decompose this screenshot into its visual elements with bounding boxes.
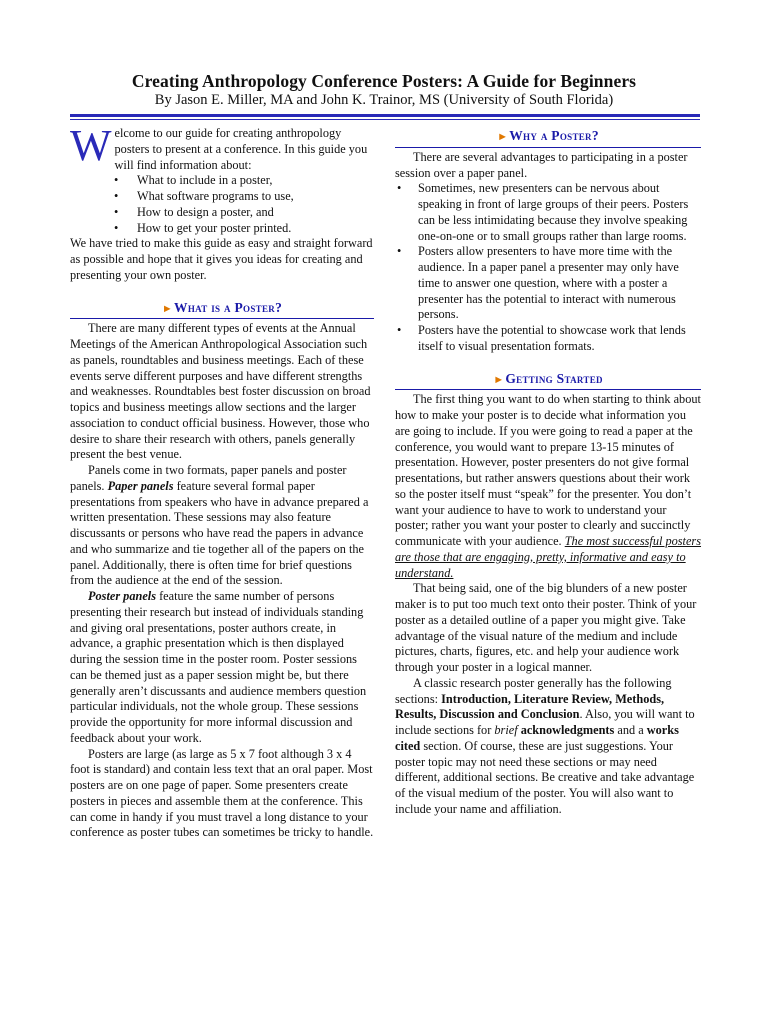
- intro-section: [70, 121, 374, 173]
- paragraph: There are many different types of events at the Annual Meetings of the American Anthropological Association such as panels, roundtables and business meetings. Each of these events serve different purposes and have different strengths and weaknesses. Roundtables best foster discussion on broad topics and business meetings allow sections and the larger association to conduct official business. However, those who desire to share their research with others, panels generally present the best venue.: [70, 321, 371, 462]
- paragraph: [70, 589, 374, 747]
- section-heading-what-is-a-poster: [70, 300, 374, 320]
- document-title: Creating Anthropology Conference Posters: A Guide for Beginners: [131, 71, 637, 91]
- term-paper-panels: Paper panels: [107, 478, 174, 493]
- paragraph: Posters are large (as large as 5 x 7 foot although 3 x 4 foot is standard) and contain less text that an oral paper. Most posters are on one page of paper. Some presenters create posters in pieces and assemble them at the conference. This can come in handy if you must travel a long distance to your conference as poster tubes can sometimes be tricky to handle.: [70, 746, 374, 840]
- arrow-icon: ►: [161, 302, 174, 315]
- header-divider-thin: [70, 119, 700, 120]
- section-heading-text: Why a Poster?: [509, 128, 599, 143]
- text-run: Panels come in two formats, paper panels and poster panels.: [70, 463, 347, 493]
- intro-bullet: • What software programs to use,: [70, 189, 374, 205]
- arrow-icon: ►: [497, 131, 509, 143]
- section-heading-text: What is a Poster?: [174, 299, 283, 315]
- section-heading-getting-started: [395, 371, 701, 391]
- paragraph: [70, 463, 374, 589]
- intro-bullet-list: [70, 173, 374, 236]
- emphasis-brief: brief: [494, 723, 518, 737]
- intro-bullet: • How to get your poster printed.: [70, 221, 374, 237]
- term-poster-panels: Poster panels: [88, 589, 156, 603]
- document-byline: By Jason E. Miller, MA and John K. Trainor, MS (University of South Florida): [154, 92, 614, 108]
- right-column: [395, 128, 701, 818]
- left-column: [70, 121, 374, 841]
- paragraph: There are several advantages to participating in a poster session over a paper panel.: [395, 149, 688, 180]
- text-run: . Also, you will want to include sections for: [395, 707, 695, 737]
- text-run: A classic research poster generally has the following sections:: [395, 675, 672, 706]
- term-works-cited: works cited: [395, 723, 679, 753]
- text-run: The first thing you want to do when starting to think about how to make your poster is to decide what information you are going to include. If you were going to read a paper at the conference, you would want to prepare 13-15 minutes of presentation. However, poster presenters do not give formal presentations, but rather answers questions about their work so the poster itself must “speak” for the presenter. You don’t want your audience to have to work to understand your poster; rather you want your poster to clearly and succinctly communicate with your audience.: [395, 392, 701, 548]
- intro-bullet: • How to design a poster, and: [70, 205, 374, 221]
- paragraph: [395, 392, 701, 581]
- section-heading-why-a-poster: [395, 128, 701, 148]
- term-acknowledgments: acknowledgments: [520, 723, 615, 737]
- section-heading-text: Getting Started: [505, 370, 603, 386]
- text-run: and a: [617, 723, 644, 737]
- paragraph: That being said, one of the big blunders of a new poster maker is to put too much text onto their poster. Think of your poster as a detailed outline of a paper you might give. Take advantage of the visual nature of the medium and include pictures, charts, figures, etc. and help your audience work through your poster in a logical manner.: [395, 581, 697, 674]
- advantages-list: [395, 181, 701, 354]
- text-run: feature several formal paper presentations from speakers who have in advance prepared a written presentation. These sessions may also feature discussants or persons who have read the papers in advance and who summarize and tie together all of the papers on the panel. Additionally, there is often time for brief questions from the audience at the end of the session.: [70, 478, 369, 588]
- emphasis-text: The most successful posters are those that are engaging, pretty, informative and easy to understand.: [395, 534, 702, 580]
- text-run: section. Of course, these are just suggestions. Your poster topic may not need these sections or may need different, additional sections. Be creative and take advantage of the visual medium of the poster. You will also want to include your name and affiliation.: [395, 738, 695, 816]
- intro-closing: We have tried to make this guide as easy and straight forward as possible and hope that it gives you ideas for creating and presenting your own poster.: [70, 236, 373, 282]
- advantage-item: • Posters allow presenters to have more time with the audience. In a paper panel a presenter may only have time to answer one question, where with a poster a presenter has the potential to interact with numerous persons.: [395, 244, 701, 323]
- header-divider-thick: [70, 114, 700, 117]
- paragraph: [395, 676, 701, 818]
- advantage-item: • Sometimes, new presenters can be nervous about speaking in front of large groups of their peers. Posters can be less intimidating because they involve speaking one-on-one or to small groups rather than large rooms.: [395, 181, 701, 244]
- section-names: Introduction, Literature Review, Methods, Results, Discussion and Conclusion: [395, 691, 665, 722]
- text-run: feature the same number of persons presenting their research but instead of individuals standing and giving oral presentations, poster authors create, in advance, a graphic presentation which is then displayed during the session time in the poster room. Poster sessions can be themed just as a paper session might be, but there generally aren’t discussants and audience members question particular individuals, not the whole group. These sessions provide the opportunity for more informal discussion and feedback about your work.: [70, 589, 367, 745]
- advantage-item: • Posters have the potential to showcase work that lends itself to visual presentation formats.: [395, 323, 701, 355]
- arrow-icon: ►: [493, 373, 505, 386]
- drop-cap: W: [70, 121, 112, 170]
- intro-text: elcome to our guide for creating anthropology posters to present at a conference. In this guide you will find information about:: [114, 126, 368, 172]
- intro-bullet: • What to include in a poster,: [70, 173, 374, 189]
